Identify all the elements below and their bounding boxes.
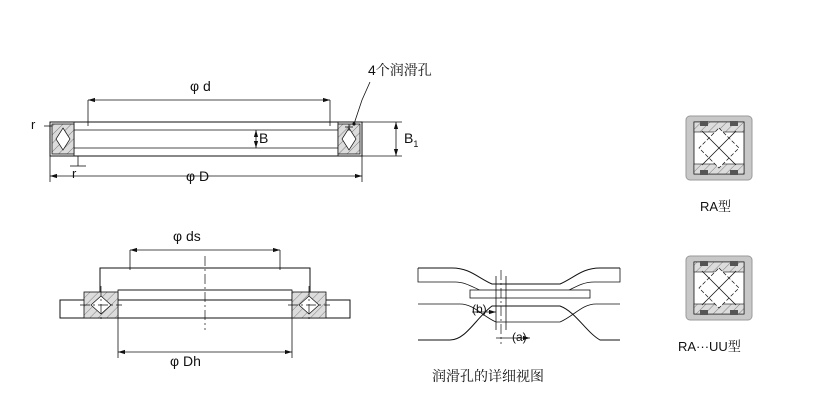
detail-view-caption: 润滑孔的详细视图 — [432, 368, 544, 384]
variant-ra-graphic — [686, 116, 752, 180]
variant-ra-uu-caption: RA···UU型 — [678, 339, 741, 354]
detail-label-b: (b) — [472, 302, 487, 316]
dim-phi-D-label: φ D — [186, 168, 210, 184]
dim-B-label: B — [259, 130, 269, 146]
variant-ra-uu-graphic — [686, 256, 752, 320]
detail-label-a: (a) — [512, 330, 527, 344]
dim-phi-d-label: φ d — [190, 78, 211, 94]
radius-r-top-label: r — [31, 117, 36, 132]
dim-B1-base: B — [404, 130, 414, 146]
dim-B1-subscript: 1 — [413, 138, 419, 149]
section-view-group — [60, 250, 350, 358]
lube-hole-callout: 4个润滑孔 — [368, 62, 432, 78]
dim-phi-Dh-label: φ Dh — [170, 353, 201, 369]
top-view-group — [44, 82, 402, 182]
variant-ra-caption: RA型 — [700, 199, 732, 214]
dim-phi-ds-label: φ ds — [173, 228, 201, 244]
radius-r-bottom-label: r — [72, 166, 77, 181]
dim-B1-label — [404, 130, 418, 149]
